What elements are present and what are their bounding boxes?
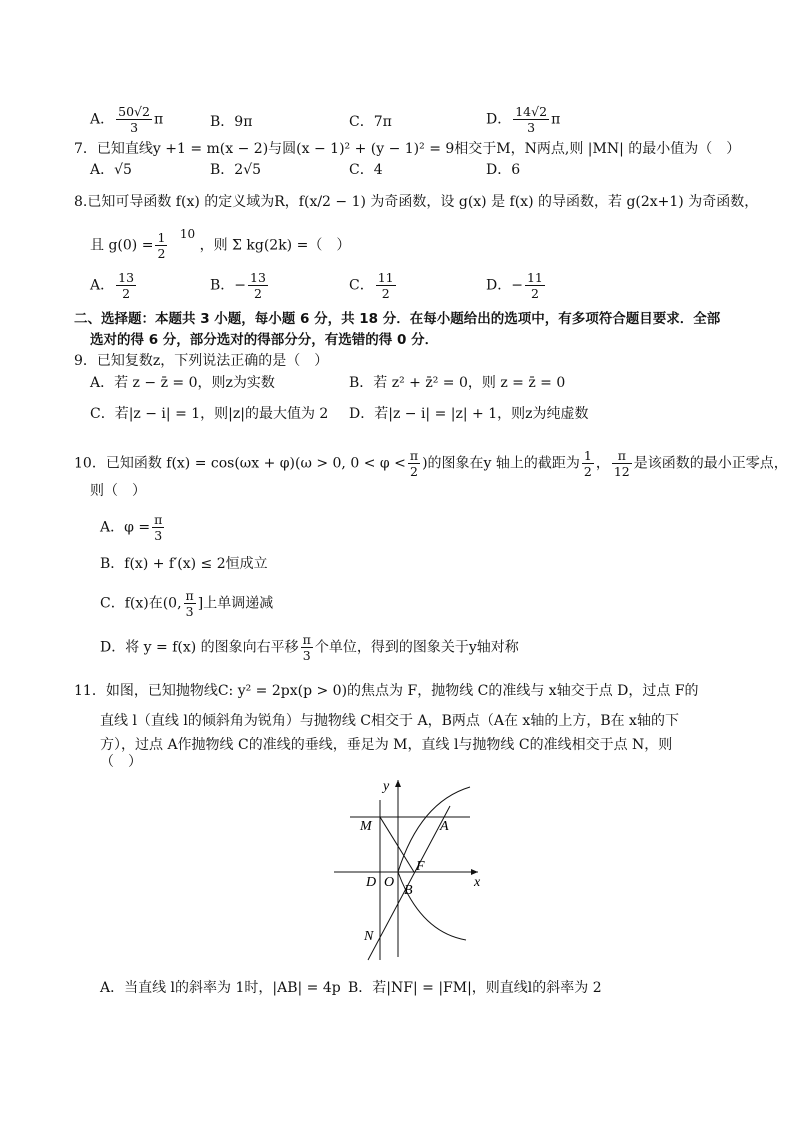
label-m: M [360, 819, 372, 834]
y-axis-arrow [395, 780, 401, 787]
label-x: x [474, 875, 481, 890]
q11-stem-4: （ ） [100, 754, 142, 770]
q6-option-c: C．7π [349, 114, 392, 130]
q10-option-a: A．φ = $\frac{\pi}{3}$ [100, 512, 163, 543]
q8-option-d: D．− $\frac{11}{2}$ [486, 270, 543, 301]
q7-stem: 7．已知直线y +1 = m(x − 2)与圆(x − 1)² + (y − 1)² = 9相交于M，N两点,则 |MN| 的最小值为（ ） [74, 141, 741, 157]
q10-option-b: B．f(x) + f′(x) ≤ 2恒成立 [100, 556, 268, 572]
q9-option-d: D．若|z − i| = |z| + 1，则z为纯虚数 [349, 406, 589, 422]
q7-option-a: A．√5 [90, 162, 132, 178]
q6-option-d: D． $\frac{14√2}{3}$ π [486, 104, 561, 135]
label-f: F [416, 859, 425, 874]
section-2-heading-cont: 选对的得 6 分，部分选对的得部分分，有选错的得 0 分． [90, 332, 439, 348]
label-n: N [364, 929, 374, 944]
q8-option-a: A． $\frac{13}{2}$ [90, 270, 135, 301]
label-o: O [384, 875, 395, 890]
q10-stem: 10．已知函数 f(x) = cos(ωx + φ)(ω > 0, 0 < φ < $\frac{\pi}{2}$ )的图象在y 轴上的截距为 $\frac{1}{2}$ ， $\frac{\pi}{12}$ 是该函数的最小正零点， [74, 448, 788, 479]
q7-option-c: C．4 [349, 162, 383, 178]
q6-option-b: B．9π [210, 114, 253, 130]
label-a: A [440, 819, 449, 834]
q11-option-b: B．若|NF| = |FM|，则直线l的斜率为 2 [348, 980, 602, 996]
q9-stem: 9．已知复数z，下列说法正确的是（ ） [74, 353, 329, 369]
q10-stem-2: 则（ ） [90, 483, 146, 499]
section-2-heading: 二、选择题：本题共 3 小题，每小题 6 分，共 18 分．在每小题给出的选项中，有多项符合题目要求．全部 [74, 311, 721, 327]
label-y: y [383, 779, 390, 794]
q8-option-c: C． $\frac{11}{2}$ [349, 270, 394, 301]
q11-option-a: A．当直线 l的斜率为 1时，|AB| = 4p [100, 980, 341, 996]
q11-stem-3: 方），过点 A作抛物线 C的准线的垂线，垂足为 M，直线 l与抛物线 C的准线相交于点 N，则 [100, 737, 673, 753]
q8-stem-2: 且 g(0) = $\frac{1}{2}$ 10 ，则 Σ kg(2k) =（ ） [90, 226, 351, 261]
label-b: B [404, 883, 413, 898]
q7-option-b: B．2√5 [210, 162, 262, 178]
parabola-figure [330, 772, 490, 972]
label-d: D [366, 875, 377, 890]
q10-option-c: C．f(x)在(0, $\frac{\pi}{3}$ ]上单调递减 [100, 588, 274, 619]
q8-option-b: B．− $\frac{13}{2}$ [210, 270, 266, 301]
q9-option-c: C．若|z − i| = 1，则|z|的最大值为 2 [90, 406, 329, 422]
q8-stem: 8.已知可导函数 f(x) 的定义域为R，f(x/2 − 1) 为奇函数，设 g(x) 是 f(x) 的导函数，若 g(2x+1) 为奇函数， [74, 194, 759, 210]
q10-option-d: D．将 y = f(x) 的图象向右平移 $\frac{\pi}{3}$ 个单位，得到的图象关于y轴对称 [100, 632, 519, 663]
q11-stem-1: 11．如图，已知抛物线C: y² = 2px(p > 0)的焦点为 F，抛物线 C的准线与 x轴交于点 D，过点 F的 [74, 683, 699, 699]
q9-option-a: A．若 z − z̄ = 0，则z为实数 [90, 375, 275, 391]
q6-option-a: A． $\frac{50√2}{3}$ π [90, 104, 164, 135]
q7-option-d: D．6 [486, 162, 521, 178]
q11-stem-2: 直线 l（直线 l的倾斜角为锐角）与抛物线 C相交于 A，B两点（A在 x轴的上方，B在 x轴的下 [100, 713, 679, 729]
q9-option-b: B．若 z² + z̄² = 0，则 z = z̄ = 0 [349, 375, 566, 391]
